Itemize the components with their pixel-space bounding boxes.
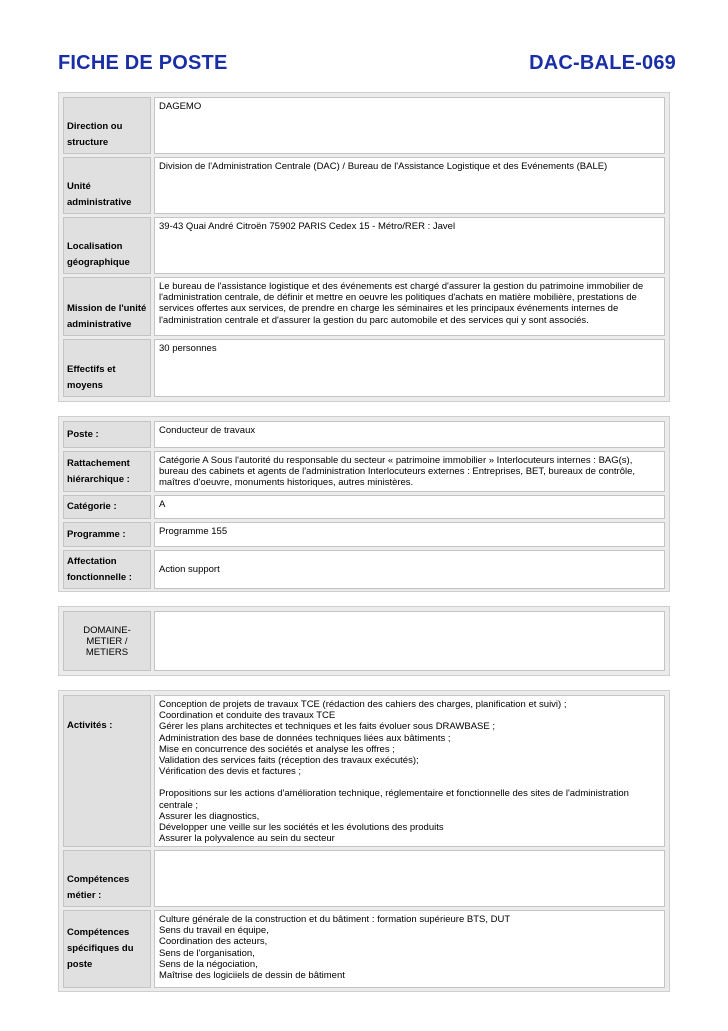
affectation-label: Affectation fonctionnelle : (63, 550, 151, 589)
competences-specifiques-row (63, 910, 665, 988)
activite-line: Vérification des devis et factures ; (159, 766, 302, 778)
affectation-row (63, 550, 665, 589)
activite-line: Assurer la polyvalence au sein du secteur (159, 833, 335, 845)
document-reference: DAC-BALE-069 (529, 52, 676, 74)
competences-metier-value (154, 850, 665, 907)
unite-value: Division de l'Administration Centrale (DAC) / Bureau de l'Assistance Logistique et des Evénements (BALE) (154, 157, 665, 214)
competence-line: Maîtrise des logiciiels de dessin de bâtiment (159, 970, 345, 982)
direction-label: Direction ou structure (63, 97, 151, 154)
affectation-value: Action support (154, 550, 665, 589)
domaine-section (58, 606, 670, 676)
direction-value: DAGEMO (154, 97, 665, 154)
competences-specifiques-value (154, 910, 665, 988)
activites-section (58, 690, 670, 992)
activite-line: Gérer les plans architectes et techniques et les faits évoluer sous DRAWBASE ; (159, 721, 495, 733)
effectifs-label: Effectifs et moyens (63, 339, 151, 397)
mission-row (63, 277, 665, 336)
document-header (58, 52, 676, 82)
competences-metier-label: Compétences métier : (63, 850, 151, 907)
mission-label: Mission de l'unité administrative (63, 277, 151, 336)
activites-value (154, 695, 665, 847)
activite-line: Propositions sur les actions d'amélioration technique, réglementaire et fonctionnelle des sites de l'administration centrale ; (159, 788, 629, 811)
direction-row (63, 97, 665, 154)
programme-row (63, 522, 665, 547)
unit-section (58, 92, 670, 402)
rattachement-value: Catégorie A Sous l'autorité du responsable du secteur « patrimoine immobilier » Interlocuteurs internes : BAG(s), bureau des cabinets et agents de l'administration Interlocuteurs externes : Entreprises, BET, bureaux de contrôle, maîtres d'oeuvre, monuments historiques, autres ministères. (154, 451, 665, 492)
competence-line: Sens de la négociation, (159, 958, 258, 970)
activite-line: Coordination et conduite des travaux TCE (159, 710, 336, 722)
activite-line: Validation des services faits (réception des travaux exécutés); (159, 755, 419, 767)
competence-line: Culture générale de la construction et du bâtiment : formation supérieure BTS, DUT (159, 914, 511, 925)
domaine-value (154, 611, 665, 671)
spacer (159, 777, 660, 788)
activites-label: Activités : (63, 695, 151, 847)
localisation-label: Localisation géographique (63, 217, 151, 274)
competences-metier-row (63, 850, 665, 907)
categorie-row (63, 495, 665, 519)
activite-line: Conception de projets de travaux TCE (rédaction des cahiers des charges, planification et suivi) ; (159, 699, 567, 710)
competence-line: Coordination des acteurs, (159, 936, 268, 948)
activite-line: Assurer les diagnostics, (159, 810, 260, 822)
unite-row (63, 157, 665, 214)
domaine-row (63, 611, 665, 671)
programme-label: Programme : (63, 522, 151, 547)
competences-specifiques-label: Compétences spécifiques du poste (63, 910, 151, 988)
rattachement-label: Rattachement hiérarchique : (63, 451, 151, 492)
mission-value: Le bureau de l'assistance logistique et des événements est chargé d'assurer la gestion du patrimoine immobilier de l'administration centrale, de définir et mettre en oeuvre les politiques d'achats en matière mobilière, prestations de services offertes aux services, de prendre en charge les séminaires et les principaux événements internes de l'administration centrale et d'assurer la gestion du parc automobile et des services qui y sont associés. (154, 277, 665, 336)
rattachement-row (63, 451, 665, 492)
localisation-row (63, 217, 665, 274)
effectifs-row (63, 339, 665, 397)
competence-line: Sens du travail en équipe, (159, 925, 269, 937)
effectifs-value: 30 personnes (154, 339, 665, 397)
activite-line: Développer une veille sur les sociétés et les évolutions des produits (159, 822, 444, 834)
competence-line: Sens de l'organisation, (159, 947, 255, 959)
categorie-label: Catégorie : (63, 495, 151, 519)
activite-line: Administration des base de données techniques liées aux bâtiments ; (159, 732, 451, 744)
activites-row (63, 695, 665, 847)
localisation-value: 39-43 Quai André Citroën 75902 PARIS Cedex 15 - Métro/RER : Javel (154, 217, 665, 274)
poste-value: Conducteur de travaux (154, 421, 665, 448)
categorie-value: A (154, 495, 665, 519)
poste-section (58, 416, 670, 592)
poste-label: Poste : (63, 421, 151, 448)
document-title: FICHE DE POSTE (58, 52, 228, 74)
unite-label: Unité administrative (63, 157, 151, 214)
domaine-label: DOMAINE-METIER / METIERS (63, 611, 151, 671)
activite-line: Mise en concurrence des sociétés et analyse les offres ; (159, 743, 395, 755)
programme-value: Programme 155 (154, 522, 665, 547)
poste-row (63, 421, 665, 448)
